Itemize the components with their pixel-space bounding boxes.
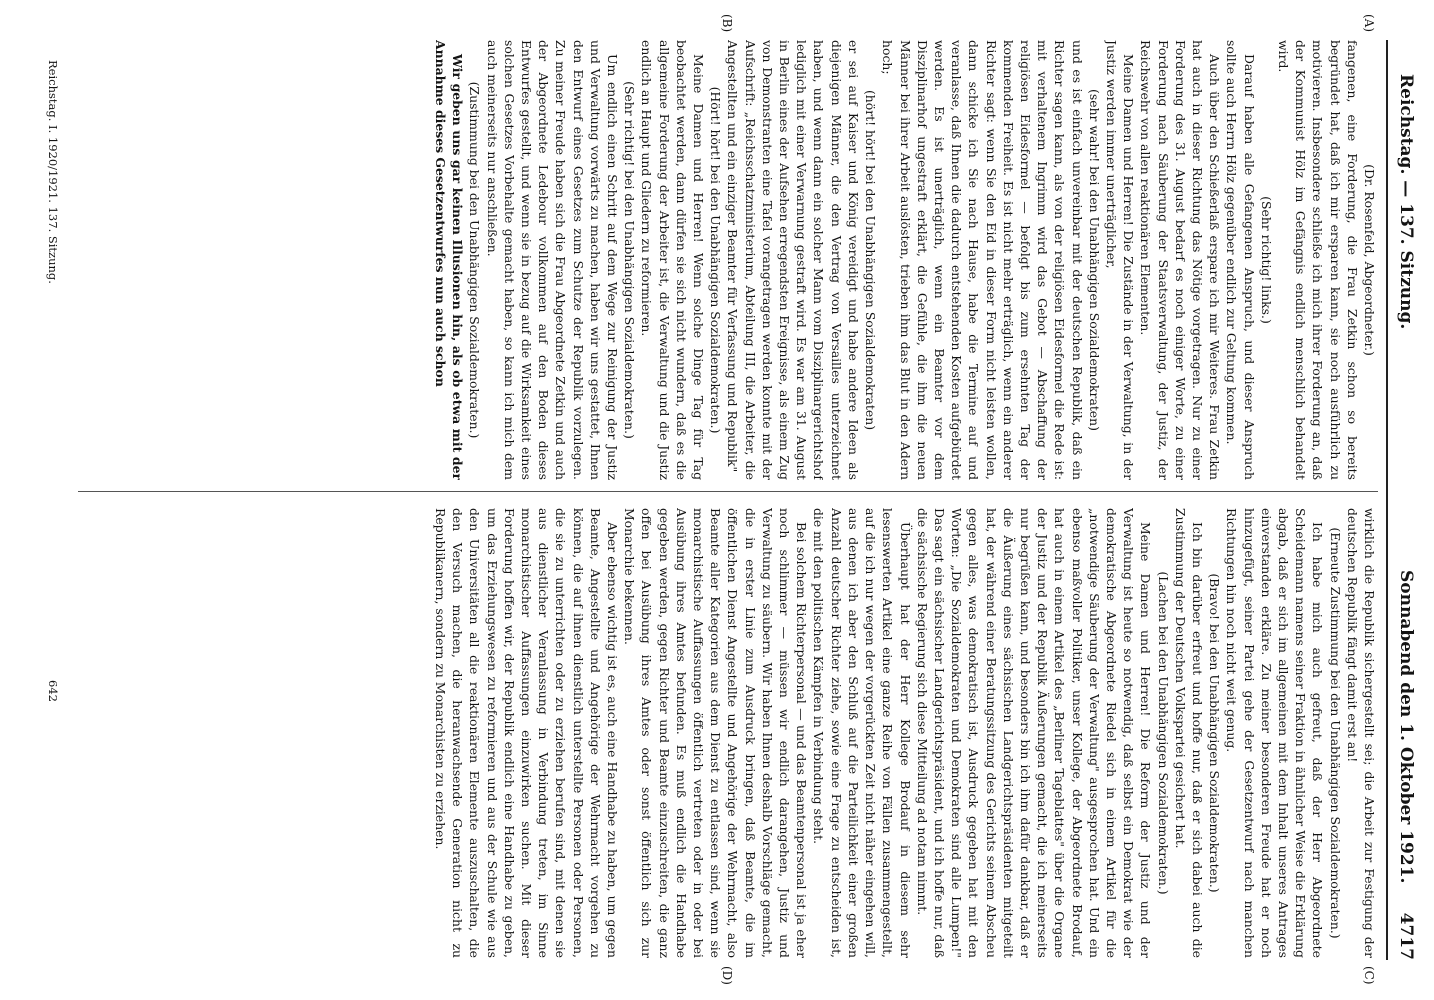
paragraph: fangenen, eine Forderung, die Frau Zetkin schon so bereits begründet hat, daß ich mir ersparen kann, sie noch ausführlich zu motivieren. Insbesondere schließe ich mich ihrer Forderung an, daß der Kommunist Hölz im Gefängnis endlich menschlich behandelt wird. [1275, 40, 1360, 480]
header-date: Sonnabend den 1. Oktober 1921. [1396, 570, 1416, 884]
paragraph: Meine Damen und Herren! Die Reform der Justiz und der Verwaltung ist heute so notwendig, daß selbst ein Demokrat wie der demokratische Abgeordnete Riedel sich in einem Artikel für die „notwendige Säuberung der Verwaltung" ausgesprochen hat. Und ein ebenso maßvoller Politiker, unser Kollege, der Abgeordnete Brodauf, hat auch in einem Artikel des „Berliner Tageblattes" über die Organe der Justiz und der Republik Äußerungen gemacht, die ich meinerseits nur begrüßen kann, und besonders bin ich ihm dafür dankbar, daß er die Äußerung eines sächsischen Landgerichtspräsidenten mitgeteilt hat, der während einer Beratungssitzung des Gerichts seinem Abscheu gegen alles, was demokratisch ist, Ausdruck gegeben hat mit den Worten: „Die Sozialdemokraten und Demokraten sind alle Lumpen!" Das sagt ein sächsischer Landgerichtspräsident, und ich hoffe nur, daß die sächsische Regierung sich diese Mitteilung ad notam nimmt. [914, 508, 1154, 958]
paragraph: Meine Damen und Herren! Wenn solche Dinge Tag für Tag beobachtet werden, dann dürfen sie sich nicht wundern, daß es die allgemeine Forderung der Arbeiter ist, die Verwaltung und die Justiz endlich an Haupt und Gliedern zu reformieren. [639, 40, 707, 480]
paragraph: Darauf haben alle Gefangenen Anspruch, und dieser Anspruch sollte auch Herrn Hölz gegenüber endlich zur Geltung kommen. [1224, 40, 1257, 480]
paragraph: Auch über den Schießerlaß erspare ich mir Weiteres. Frau Zetkin hat auch in dieser Richtung das Nötige vorgetragen. Nur zu einer Forderung des 31. August bedarf es noch einiger Worte, zu einer Forderung nach Säuberung der Staatsverwaltung, der Justiz, der Reichswehr von allen reaktionären Elementen. [1138, 40, 1223, 480]
paragraph: Um endlich einen Schritt auf dem Wege zur Reinigung der Justiz und Verwaltung vorwärts zu machen, haben wir uns gestattet, Ihnen den Entwurf eines Gesetzes zum Schutze der Republik vorzulegen. Zu meiner Freude haben sich die Frau Abgeordnete Zetkin und auch der Abgeordnete Ledebour vollkommen auf den Boden dieses Entwurfes gestellt, und wenn sie in bezug auf die Wirksamkeit eines solchen Gesetzes Vorbehalte gemacht haben, so kann ich mich dem auch meinerseits nur anschließen. [484, 40, 621, 480]
interjection: (sehr wahr! bei den Unabhängigen Sozialdemokraten) [1086, 89, 1102, 431]
interjection: (Zustimmung bei den Unabhängigen Sozialdemokraten.) [467, 81, 483, 439]
paragraph: Ich habe mich auch gefreut, daß der Herr Abgeordnete Scheidemann namens seiner Fraktion in ähnlicher Weise die Erklärung abgab, daß er sich im allgemeinen mit dem Inhalt unseres Antrages einverstanden erkläre. Zu meiner besonderen Freude hat er noch hinzugefügt, seiner Partei gehe der Gesetzentwurf nach manchen Richtungen hin noch nicht weit genug. [1224, 508, 1326, 958]
margin-mark-d: (D) [720, 966, 734, 985]
header-session: Reichstag. — 137. Sitzung. [1396, 74, 1416, 330]
page-header [1386, 40, 1434, 960]
paragraph: Überhaupt hat der Herr Kollege Brodauf in diesem sehr lesenswerten Artikel eine ganze Reihe von Fällen zusammengestellt, auf die ich nur wegen der vorgerückten Zeit nicht näher eingehen will, aus denen ich aber den Schluß auf die Parteilichkeit einer großen Anzahl deutscher Richter ziehe, sowie eine Frage zu entscheiden ist, die mit den politischen Kämpfen in Verbindung steht. [811, 508, 913, 958]
paragraph: wirklich die Republik sichergestellt sei; die Arbeit zur Festigung der deutschen Republik fängt damit erst an! [1344, 508, 1377, 958]
interjection: (Erneute Zustimmung bei den Unabhängigen Sozialdemokraten.) [1327, 527, 1343, 939]
paragraph: Meine Damen und Herren! Die Zustände in der Verwaltung, in der Justiz werden immer unerträglicher, [1103, 40, 1137, 480]
footer-source: Reichstag. I. 1920/1921. 137. Sitzung. [46, 60, 60, 284]
paragraph: er sei auf Kaiser und König vereidigt und habe andere Ideen als diejenigen Männer, die den Vertrag von Versailles unterzeichnet haben, und wenn dann ein solcher Mann vom Disziplinargerichtshof lediglich mit einer Verwarnung gestraft wird. Es war am 31. August in Berlin eines der Aufsehen erregendsten Ereignisse, als einem Zug von Demonstranten eine Tafel vorangetragen werden konnte mit der Aufschrift: „Reichsschatzministerium, Abteilung III, die Arbeiter, die Angestellten und ein einziger Beamter für Verfassung und Republik" [725, 40, 861, 480]
interjection: (hört! hört! bei den Unabhängigen Sozialdemokraten) [863, 89, 879, 431]
paragraph: Wir geben uns gar keinen Illusionen hin, als ob etwa mit der Annahme dieses Gesetzentwurfes nun auch schon [433, 40, 466, 480]
paragraph: Bei solchem Richterpersonal — und das Beamtenpersonal ist ja eher noch schlimmer — müssen wir endlich darangehen, Justiz und Verwaltung zu säubern. Wir haben Ihnen deshalb Vorschläge gemacht, die in erster Linie zum Ausdruck bringen, daß Beamte, die im öffentlichen Dienst Angestellte und Angehörige der Wehrmacht, also Beamte aller Kategorien aus dem Dienst zu entlassen sind, wenn sie monarchistische Auffassungen öffentlich vertreten oder in oder bei Ausübung ihres Amtes befunden. Es muß endlich die Handhabe gegeben werden, gegen Richter und Beamte einzuschreiten, die ganz offen bei Ausübung ihres Amtes oder sonst öffentlich sich zur Monarchie bekennen. [622, 508, 810, 958]
interjection: (Hört! hört! bei den Unabhängigen Sozialdemokraten.) [708, 86, 724, 434]
header-page-number: 4717 [1396, 912, 1416, 960]
margin-mark-a: (A) [1362, 14, 1376, 33]
margin-mark-b: (B) [720, 14, 734, 33]
margin-mark-c: (C) [1362, 966, 1376, 985]
left-text-column [78, 40, 1378, 480]
paragraph: und es ist einfach unvereinbar mit der deutschen Republik, daß ein Richter sagen kann, als von der religiösen Eidesformel die Rede ist: mit verhaltenem Ingrimm wird das Gebot — Abschaffung der religiösen Eidesformel — befolgt bis zum ersehnten Tag der kommenden Freiheit. Es ist nicht mehr erträglich, wenn ein anderer Richter sagt: wenn Sie den Eid in dieser Form nicht leisten wollen, dann schicke ich Sie nach Hause, habe die Termine auf und veranlasse, daß Ihnen die dadurch entstehenden Kosten aufgebürdet werden. Es ist unerträglich, wenn ein Beamter vor dem Disziplinarhof ungestraft erklärt, die Gefühle, die ihm die neuen Männer bei ihrer Arbeit auslösten, trieben ihm das Blut in den Adern hoch; [880, 40, 1085, 480]
paragraph: Aber ebenso wichtig ist es, auch eine Handhabe zu haben, um gegen Beamte, Angestellte und Angehörige der Wehrmacht vorgehen zu können, die auf ihnen dienstlich unterstellte Personen oder Personen, die sie zu unterrichten oder zu erziehen berufen sind, mit denen sie aus dienstlicher Veranlassung in Verbindung treten, im Sinne monarchistischer Auffassungen einzuwirken suchen. Mit dieser Forderung hoffen wir, der Republik endlich eine Handhabe zu geben, um das Erziehungswesen zu reformieren und aus der Schule wie aus den Universitäten all die reaktionären Elemente auszuschalten, die den Versuch machen, die heranwachsende Generation nicht zu Republikanern, sondern zu Monarchisten zu erziehen. [433, 508, 621, 958]
interjection: (Sehr richtig! bei den Unabhängigen Sozialdemokraten.) [622, 81, 638, 439]
interjection: (Sehr richtig! links.) [1258, 196, 1274, 324]
footer-page-number: 642 [46, 680, 60, 702]
interjection: (Bravo! bei den Unabhängigen Sozialdemokraten.) [1207, 573, 1223, 893]
paragraph: Ich bin darüber erfreut und hoffe nur, daß er sich dabei auch die Zustimmung der Deutschen Volkspartei gesichert hat. [1172, 508, 1205, 958]
interjection: (Lachen bei den Unabhängigen Sozialdemokraten.) [1155, 571, 1171, 895]
right-text-column [78, 508, 1378, 958]
speaker-line: (Dr. Rosenfeld, Abgeordneter.) [1362, 164, 1377, 356]
column-divider [78, 491, 1378, 492]
